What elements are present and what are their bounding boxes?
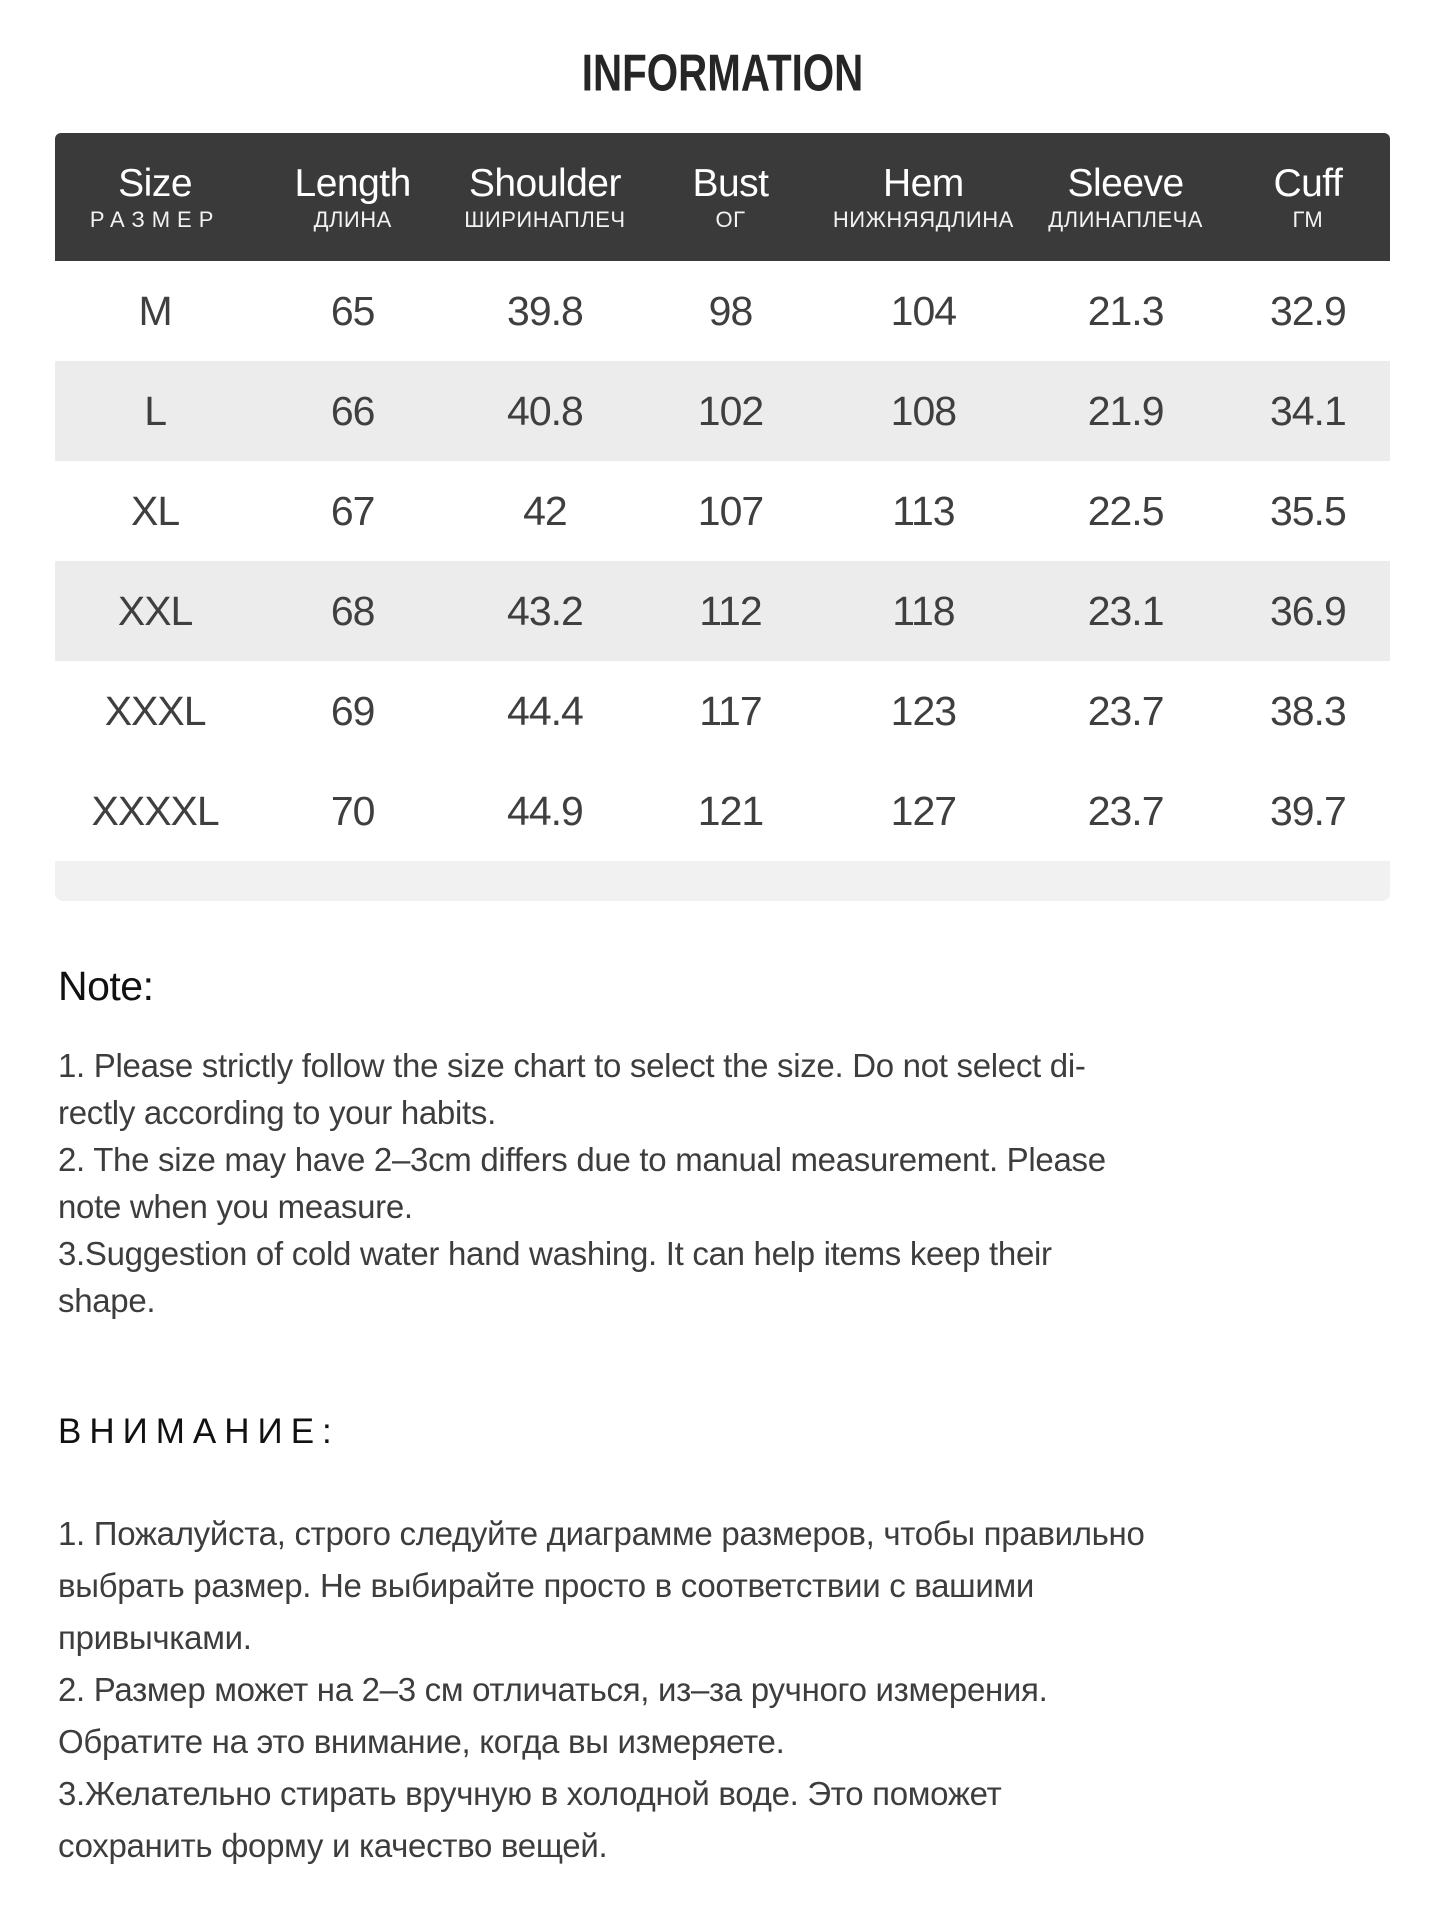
column-subheader-size-label: РАЗМЕР xyxy=(89,207,221,232)
column-header-size: Size xyxy=(118,162,193,205)
length-value: 70 xyxy=(330,787,375,834)
note-line: 2. Размер может на 2–3 см отличаться, из–за ручного измерения. xyxy=(58,1671,1048,1708)
note-line: выбрать размер. Не выбирайте просто в соответствии с вашими xyxy=(58,1567,1035,1604)
page-title: INFORMATION xyxy=(581,45,864,103)
cuff-value: 34.1 xyxy=(1269,387,1346,434)
column-header-sleeve: Sleeve xyxy=(1067,162,1184,205)
page-header xyxy=(55,0,1390,133)
note-line: привычками. xyxy=(58,1619,252,1656)
notes-english-body xyxy=(58,1042,1390,1324)
shoulder-value: 43.2 xyxy=(507,587,583,634)
column-subheader-sleeve: ДЛИНАПЛЕЧА xyxy=(1048,207,1203,232)
note-line: 3.Желательно стирать вручную в холодной воде. Это поможет xyxy=(58,1775,1002,1812)
sleeve-value: 23.1 xyxy=(1087,587,1164,634)
sleeve-value: 21.3 xyxy=(1087,287,1164,334)
cuff-value: 36.9 xyxy=(1269,587,1346,634)
column-header-hem: Hem xyxy=(882,162,964,205)
hem-value: 113 xyxy=(892,487,955,534)
column-subheader-size xyxy=(55,207,255,261)
sleeve-value: 21.9 xyxy=(1087,387,1164,434)
column-header-shoulder: Shoulder xyxy=(468,162,621,205)
header-row-russian xyxy=(55,207,1390,261)
column-subheader-bust: ОГ xyxy=(715,207,746,232)
table-row-xl xyxy=(55,461,1390,561)
shoulder-value: 42 xyxy=(523,487,567,534)
cuff-value: 32.9 xyxy=(1269,287,1346,334)
column-subheader-length: ДЛИНА xyxy=(313,207,392,232)
column-subheader-cuff: ГМ xyxy=(1292,207,1324,232)
shoulder-value: 44.4 xyxy=(507,687,583,734)
size-label: L xyxy=(144,387,167,434)
sleeve-value: 23.7 xyxy=(1087,787,1164,834)
sleeve-value: 22.5 xyxy=(1087,487,1164,534)
size-label: XL xyxy=(131,487,180,534)
bust-value: 121 xyxy=(697,787,764,834)
length-value: 69 xyxy=(330,687,375,734)
hem-value: 108 xyxy=(890,387,957,434)
size-table xyxy=(55,133,1390,861)
length-value: 65 xyxy=(330,287,375,334)
table-row-m xyxy=(55,261,1390,361)
bust-value: 102 xyxy=(697,387,764,434)
column-subheader-hem: НИЖНЯЯДЛИНА xyxy=(832,207,1014,232)
column-subheader-shoulder: ШИРИНАПЛЕЧ xyxy=(464,207,626,232)
bust-value: 112 xyxy=(699,587,762,634)
size-label: XXXL xyxy=(104,687,206,734)
table-row-xxxxl xyxy=(55,761,1390,861)
column-header-length: Length xyxy=(294,162,411,205)
note-line: сохранить форму и качество вещей. xyxy=(58,1827,608,1864)
note-line: 1. Пожалуйста, строго следуйте диаграмме размеров, чтобы правильно xyxy=(58,1515,1145,1552)
sleeve-value: 23.7 xyxy=(1087,687,1164,734)
cuff-value: 39.7 xyxy=(1269,787,1346,834)
cuff-value: 35.5 xyxy=(1269,487,1346,534)
size-table-section xyxy=(55,133,1390,901)
hem-value: 123 xyxy=(890,687,957,734)
shoulder-value: 40.8 xyxy=(507,387,583,434)
bust-value: 98 xyxy=(708,287,753,334)
hem-value: 104 xyxy=(890,287,957,334)
size-table-body xyxy=(55,261,1390,861)
note-line: rectly according to your habits. xyxy=(58,1094,496,1131)
size-table-header xyxy=(55,133,1390,261)
table-row-l xyxy=(55,361,1390,461)
hem-value: 118 xyxy=(892,587,955,634)
table-footer-strip xyxy=(55,861,1390,901)
notes-russian-heading: ВНИМАНИЕ: xyxy=(58,1412,340,1451)
note-line: 1. Please strictly follow the size chart to select the size. Do not select di- xyxy=(58,1047,1086,1084)
notes-russian-section xyxy=(55,1412,1390,1872)
notes-english-heading: Note: xyxy=(58,963,154,1009)
note-line: 3.Suggestion of cold water hand washing. It can help items keep their xyxy=(58,1235,1052,1272)
note-line: 2. The size may have 2–3cm differs due to manual measurement. Please xyxy=(58,1141,1106,1178)
hem-value: 127 xyxy=(890,787,957,834)
note-line: Обратите на это внимание, когда вы измеряете. xyxy=(58,1723,785,1760)
note-line: note when you measure. xyxy=(58,1188,413,1225)
notes-russian-body xyxy=(58,1508,1390,1872)
length-value: 68 xyxy=(330,587,375,634)
note-line: shape. xyxy=(58,1282,156,1319)
size-label: XXL xyxy=(117,587,193,634)
table-row-xxxl xyxy=(55,661,1390,761)
bust-value: 117 xyxy=(699,687,762,734)
column-header-bust: Bust xyxy=(692,162,769,205)
column-header-cuff: Cuff xyxy=(1273,162,1343,205)
size-label: XXXXL xyxy=(91,787,219,834)
bust-value: 107 xyxy=(697,487,764,534)
size-label: M xyxy=(138,287,172,334)
length-value: 67 xyxy=(330,487,375,534)
shoulder-value: 39.8 xyxy=(507,287,583,334)
cuff-value: 38.3 xyxy=(1269,687,1346,734)
length-value: 66 xyxy=(330,387,375,434)
table-row-xxl xyxy=(55,561,1390,661)
shoulder-value: 44.9 xyxy=(507,787,583,834)
header-row-english xyxy=(55,133,1390,207)
notes-english-section xyxy=(55,963,1390,1324)
